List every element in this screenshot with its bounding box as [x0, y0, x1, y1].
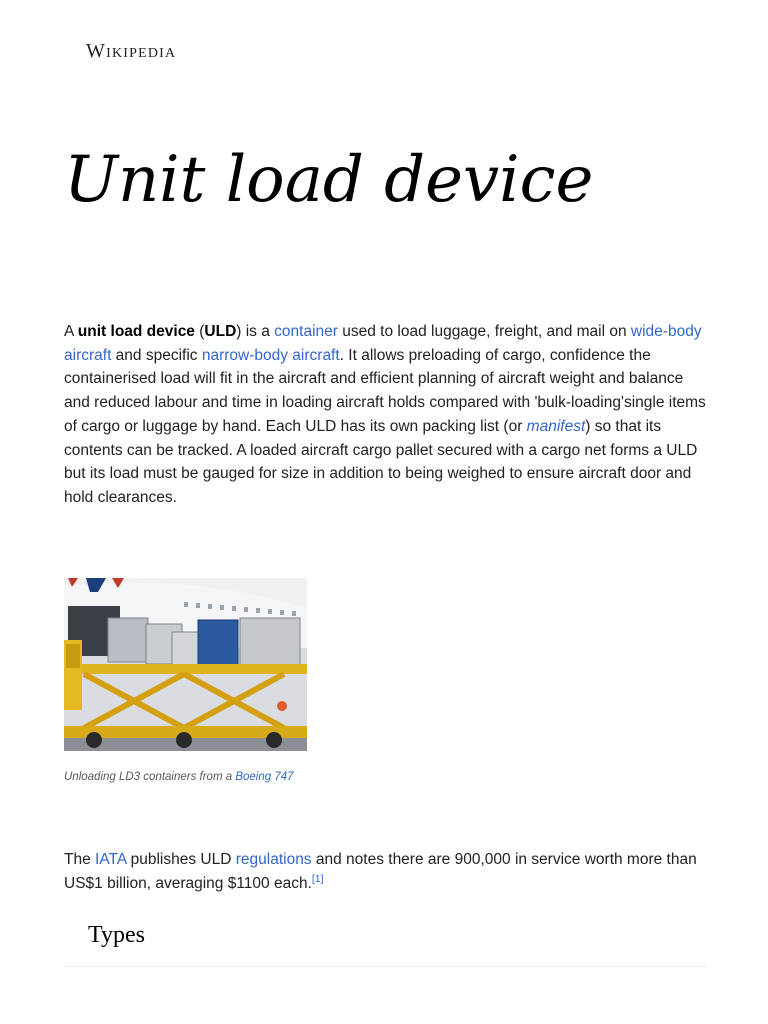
text: and notes there are 900,000 in service worth more than US$1 billion, averaging $1100 each. [64, 851, 697, 892]
text: ) so that its contents can be tracked. A loaded aircraft cargo pallet secured with a cargo net forms a ULD but its load must be gauged for size in addition to being weighed to ensure aircraft door and hold clearances. [64, 417, 698, 506]
text: used to load luggage, freight, and mail on [337, 323, 631, 340]
link-container[interactable]: container [274, 323, 338, 340]
text: ) is a [236, 323, 275, 340]
figure-caption [64, 771, 294, 783]
link-narrow-body-aircraft[interactable]: narrow-body aircraft [201, 346, 340, 364]
figure-uld-unloading[interactable] [64, 578, 308, 751]
link-manifest[interactable]: manifest [526, 417, 586, 435]
page-title: Unit load device [64, 143, 594, 217]
bold-term: ULD [204, 323, 237, 340]
text: publishes ULD [126, 851, 236, 868]
uld-unloading-photo[interactable] [64, 578, 307, 751]
text: A [64, 323, 78, 340]
section-divider [64, 966, 706, 967]
link-boeing-747[interactable]: Boeing 747 [235, 771, 294, 783]
caption-text: Unloading LD3 containers from a [64, 771, 236, 783]
text: The [64, 851, 96, 868]
iata-paragraph [64, 848, 706, 895]
bold-term: unit load device [77, 323, 195, 340]
text: and specific [111, 346, 202, 364]
link-wide-body-aircraft[interactable]: wide-body aircraft [64, 323, 702, 364]
link-iata[interactable]: IATA [95, 851, 127, 868]
intro-paragraph [64, 320, 706, 510]
wikipedia-wordmark[interactable]: Wikipedia [86, 40, 177, 62]
text: ( [194, 323, 205, 340]
reference-link[interactable]: [1] [311, 872, 324, 885]
text: . It allows preloading of cargo, confidence the containerised load will fit in the aircraft and efficient planning of aircraft weight and balance and reduced labour and time in loading aircraft holds compared with 'bulk-loading'single items of cargo or luggage by hand. Each ULD has its own packing list (or [64, 346, 706, 435]
section-heading-types[interactable]: Types [88, 922, 145, 948]
link-regulations[interactable]: regulations [235, 851, 312, 868]
